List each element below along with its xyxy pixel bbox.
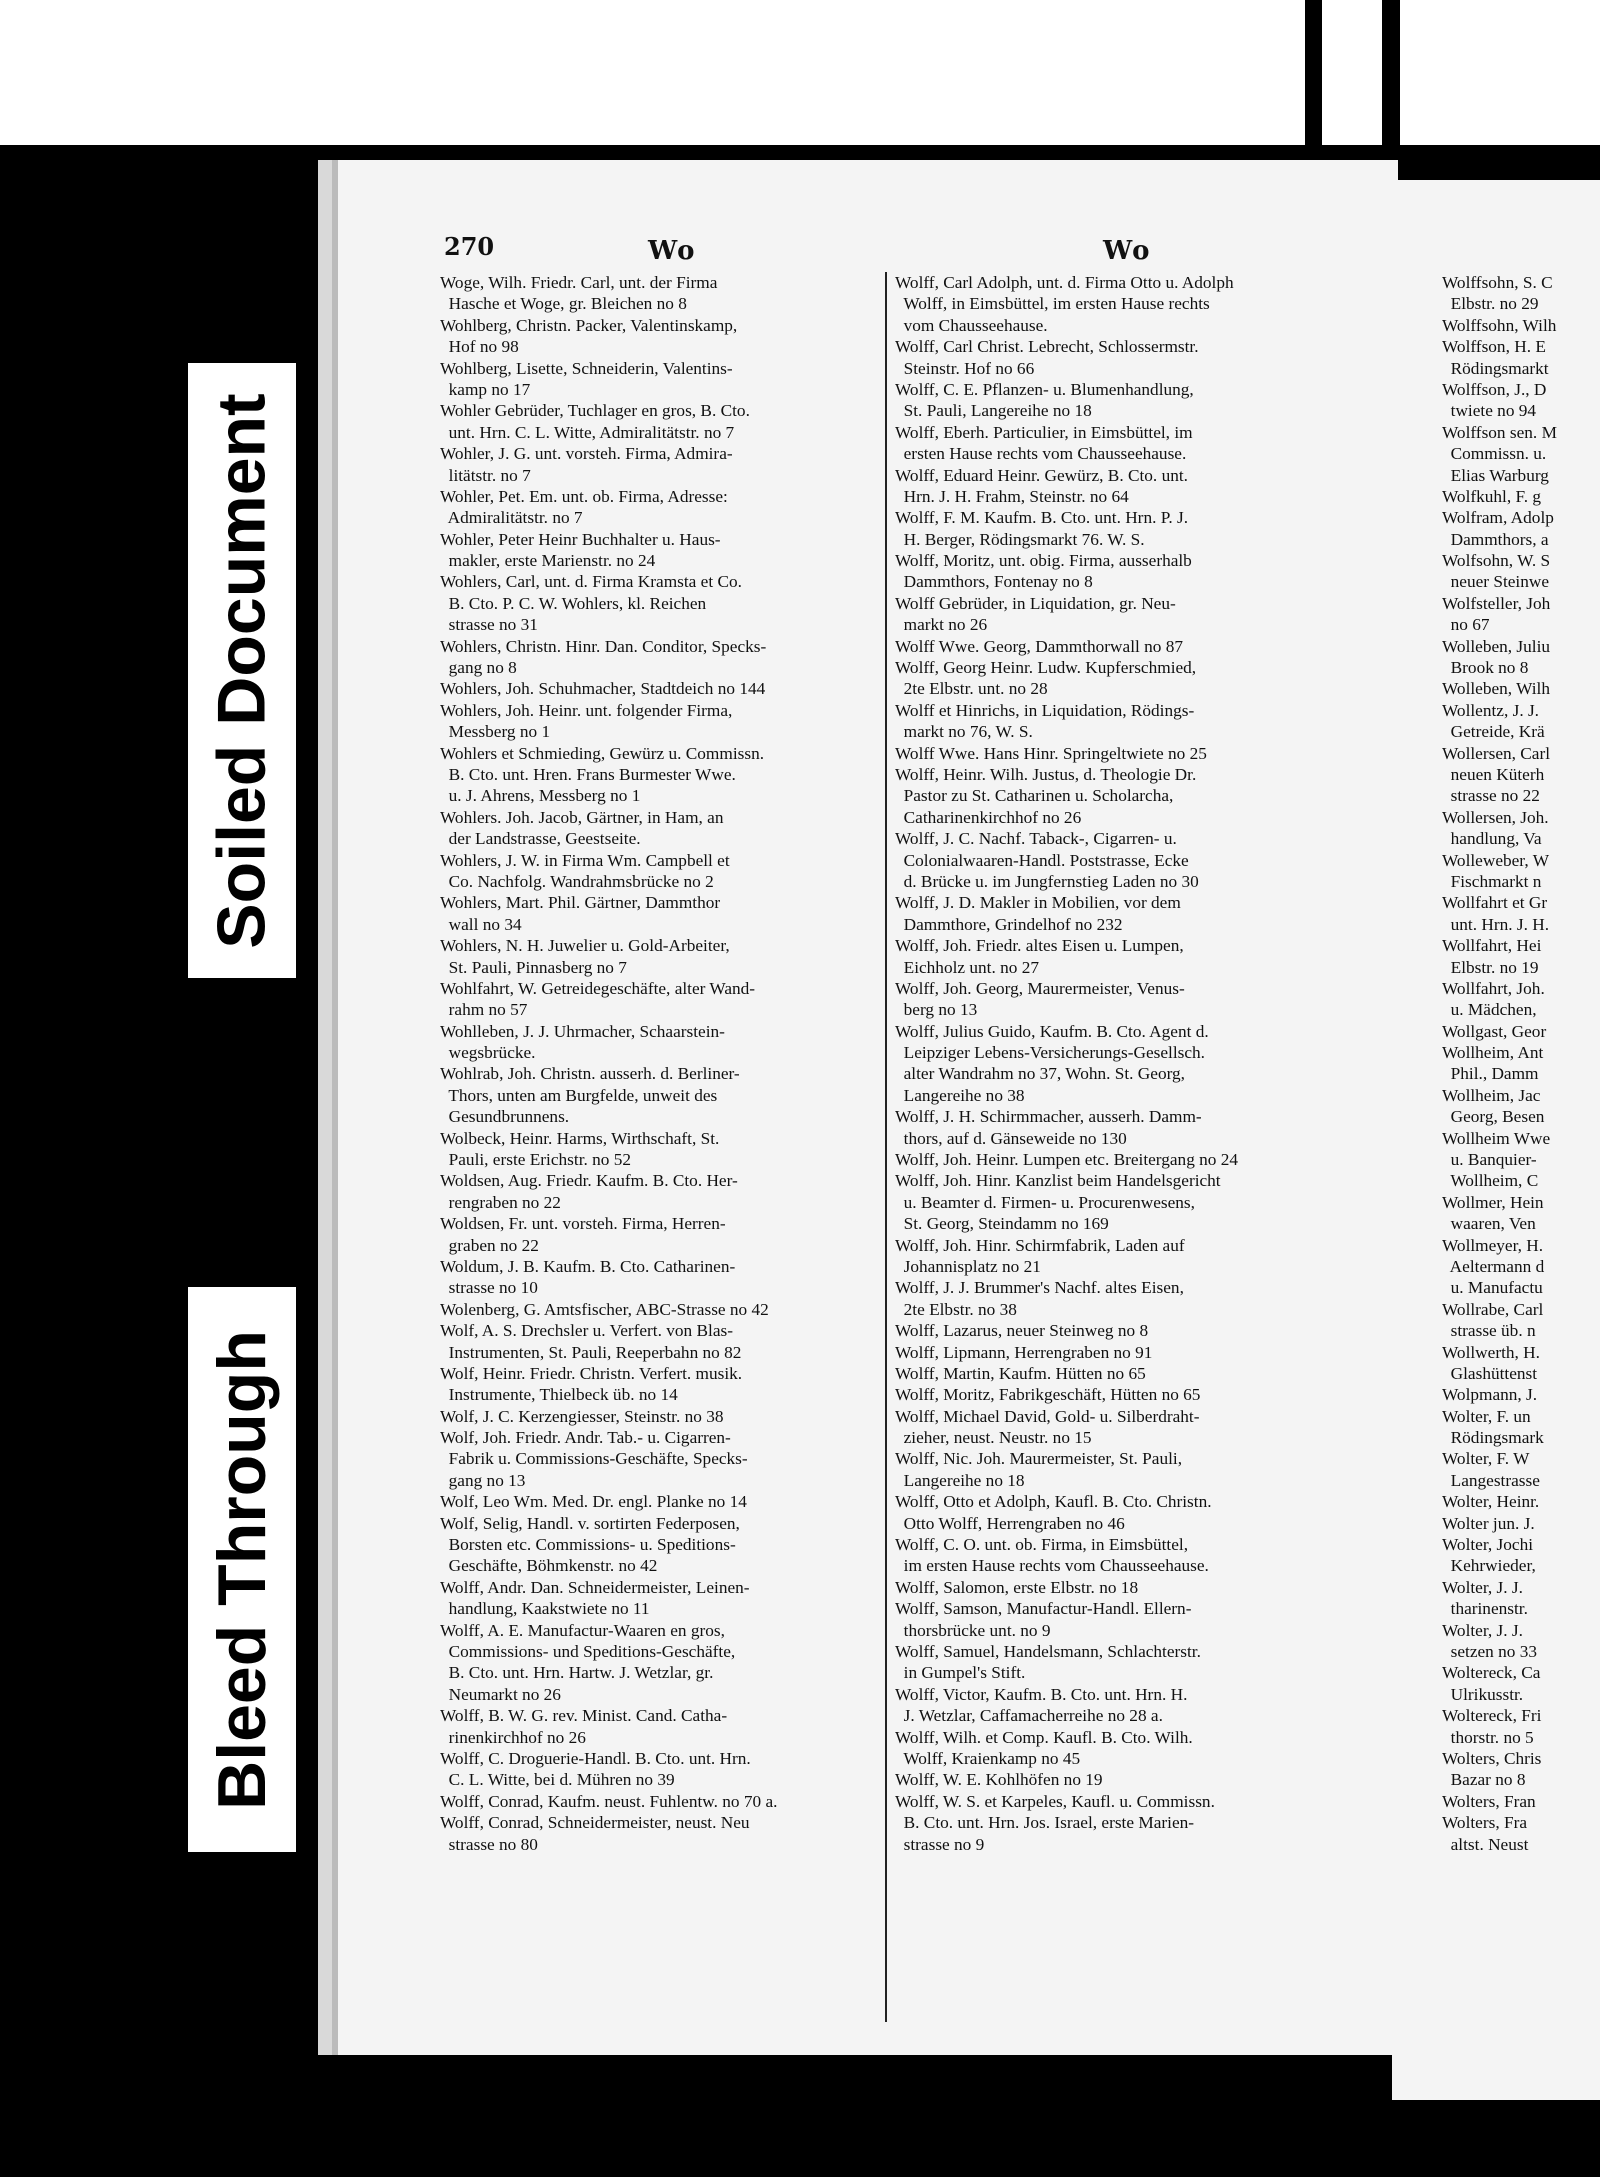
directory-entry-line: thors, auf d. Gänseweide no 130	[895, 1128, 1127, 1148]
directory-entry-line: Wollfahrt et Gr	[1442, 893, 1548, 913]
directory-entry-line: Wolff, Nic. Joh. Maurermeister, St. Pauli,	[895, 1449, 1183, 1469]
directory-entry-line: Ulrikusstr.	[1442, 1684, 1524, 1704]
directory-entry-line: Georg, Besen	[1442, 1107, 1545, 1127]
directory-entry-line: im ersten Hause rechts vom Chausseehause.	[895, 1556, 1209, 1576]
directory-entry-line: Wohlers, N. H. Juwelier u. Gold-Arbeiter,	[440, 936, 730, 956]
directory-entry-line: Wohlers, Joh. Heinr. unt. folgender Firma,	[440, 700, 733, 720]
directory-entry-line: B. Cto. unt. Hrn. Hartw. J. Wetzlar, gr.	[440, 1663, 714, 1683]
directory-entry-line: Wolter jun. J.	[1442, 1513, 1535, 1533]
directory-entry-line: Wolff, Samson, Manufactur-Handl. Ellern-	[895, 1599, 1192, 1619]
directory-entry-line: strasse üb. n	[1442, 1321, 1536, 1341]
directory-entry-line: strasse no 9	[895, 1834, 985, 1854]
directory-entry-line: Wolff, Eduard Heinr. Gewürz, B. Cto. unt.	[895, 465, 1188, 485]
directory-entry-line: Wolff, Joh. Hinr. Schirmfabrik, Laden auf	[895, 1235, 1185, 1255]
page-number: 270	[444, 232, 495, 261]
directory-entry-line: Wollfahrt, Joh.	[1442, 978, 1545, 998]
directory-entry-line: Borsten etc. Commissions- u. Speditions-	[440, 1535, 736, 1555]
directory-entry-line: Johannisplatz no 21	[895, 1256, 1041, 1276]
directory-entry-line: Wolff, Eberh. Particulier, in Eimsbüttel, im	[895, 422, 1193, 442]
directory-entry-line: Wollheim, Ant	[1442, 1043, 1544, 1063]
directory-entry-line: Wolff, Wilh. et Comp. Kaufl. B. Cto. Wilh.	[895, 1727, 1193, 1747]
directory-entry-line: Hrn. J. H. Frahm, Steinstr. no 64	[895, 486, 1129, 506]
directory-entry-line: Wohler, Pet. Em. unt. ob. Firma, Adresse:	[440, 486, 728, 506]
directory-entry-line: Wolff, C. E. Pflanzen- u. Blumenhandlung,	[895, 379, 1194, 399]
directory-entry-line: Wolff, Julius Guido, Kaufm. B. Cto. Agent d.	[895, 1021, 1209, 1041]
directory-entry-line: Wolpmann, J.	[1442, 1385, 1538, 1405]
directory-entry-line: Wolters, Chris	[1442, 1748, 1542, 1768]
directory-entry-line: Wolff, W. S. et Karpeles, Kaufl. u. Commissn.	[895, 1791, 1215, 1811]
directory-entry-line: Hasche et Woge, gr. Bleichen no 8	[440, 294, 687, 314]
directory-entry-line: unt. Hrn. C. L. Witte, Admiralitätstr. no 7	[440, 422, 735, 442]
directory-entry-line: Wollersen, Joh.	[1442, 807, 1549, 827]
directory-entry-line: strasse no 31	[440, 615, 538, 635]
directory-entry-line: waaren, Ven	[1442, 1214, 1536, 1234]
directory-entry-line: Wolffsohn, S. C	[1442, 273, 1553, 292]
directory-entry-line: Geschäfte, Böhmkenstr. no 42	[440, 1556, 658, 1576]
directory-entry-line: Messberg no 1	[440, 722, 551, 742]
directory-entry-line: Gesundbrunnens.	[440, 1107, 570, 1127]
directory-entry-line: in Gumpel's Stift.	[895, 1663, 1026, 1683]
directory-entry-line: Wolf, Joh. Friedr. Andr. Tab.- u. Cigarren-	[440, 1428, 731, 1448]
directory-entry-line: thorsbrücke unt. no 9	[895, 1620, 1051, 1640]
directory-entry-line: Pauli, erste Erichstr. no 52	[440, 1150, 632, 1170]
directory-entry-line: Wollheim, Jac	[1442, 1085, 1541, 1105]
directory-entry-line: Catharinenkirchhof no 26	[895, 807, 1082, 827]
directory-entry-line: Wolff, Samuel, Handelsmann, Schlachterstr.	[895, 1642, 1201, 1661]
directory-entry-line: Fischmarkt n	[1442, 871, 1542, 891]
directory-entry-line: Wolff, Victor, Kaufm. B. Cto. unt. Hrn. H.	[895, 1684, 1188, 1704]
directory-entry-line: Wolf, A. S. Drechsler u. Verfert. von Blas-	[440, 1321, 733, 1341]
directory-entry-line: Wolter, Jochi	[1442, 1535, 1534, 1555]
directory-entry-line: Wolffsohn, Wilh	[1442, 315, 1557, 335]
directory-entry-line: Wohlers, Joh. Schuhmacher, Stadtdeich no 144	[440, 679, 766, 699]
directory-entry-line: Wolff, Moritz, Fabrikgeschäft, Hütten no 65	[895, 1385, 1201, 1405]
directory-entry-line: Langereihe no 18	[895, 1470, 1025, 1490]
directory-entry-line: Wolffson, H. E	[1442, 337, 1546, 357]
directory-entry-line: Wolff, Lipmann, Herrengraben no 91	[895, 1342, 1153, 1362]
directory-entry-line: rengraben no 22	[440, 1192, 561, 1212]
directory-entry-line: H. Berger, Rödingsmarkt 76. W. S.	[895, 529, 1145, 549]
directory-entry-line: Wohler, J. G. unt. vorsteh. Firma, Admira-	[440, 444, 733, 464]
directory-entry-line: Eichholz unt. no 27	[895, 957, 1039, 977]
directory-entry-line: B. Cto. P. C. W. Wohlers, kl. Reichen	[440, 593, 707, 613]
directory-entry-line: zieher, neust. Neustr. no 15	[895, 1428, 1092, 1448]
directory-entry-line: Wolters, Fran	[1442, 1791, 1536, 1811]
directory-entry-line: no 67	[1442, 615, 1490, 635]
directory-entry-line: J. Wetzlar, Caffamacherreihe no 28 a.	[895, 1706, 1163, 1726]
directory-entry-line: St. Pauli, Langereihe no 18	[895, 401, 1092, 421]
directory-entry-line: Langestrasse	[1442, 1470, 1540, 1490]
directory-entry-line: Wolff, Joh. Heinr. Lumpen etc. Breitergang no 24	[895, 1150, 1239, 1170]
directory-entry-line: markt no 76, W. S.	[895, 722, 1033, 742]
directory-entry-line: Hof no 98	[440, 337, 519, 357]
directory-entry-line: B. Cto. unt. Hren. Frans Burmester Wwe.	[440, 764, 736, 784]
directory-entry-line: Wolff, Joh. Friedr. altes Eisen u. Lumpen,	[895, 936, 1184, 956]
directory-entry-line: strasse no 10	[440, 1278, 538, 1298]
directory-entry-line: Wolfsteller, Joh	[1442, 593, 1551, 613]
directory-entry-line: Woldsen, Fr. unt. vorsteh. Firma, Herren-	[440, 1214, 726, 1234]
directory-entry-line: Wohlberg, Lisette, Schneiderin, Valentins-	[440, 358, 733, 378]
directory-entry-line: Admiralitätstr. no 7	[440, 508, 583, 528]
directory-entry-line: Kehrwieder,	[1442, 1556, 1536, 1576]
directory-entry-line: Commissn. u.	[1442, 444, 1547, 464]
directory-entry-line: Wolff, J. C. Nachf. Taback-, Cigarren- u.	[895, 829, 1177, 849]
directory-entry-line: C. L. Witte, bei d. Mühren no 39	[440, 1770, 675, 1790]
directory-entry-line: St. Georg, Steindamm no 169	[895, 1214, 1109, 1234]
directory-entry-line: Wolff, C. O. unt. ob. Firma, in Eimsbüttel,	[895, 1535, 1189, 1555]
directory-entry-line: handlung, Kaakstwiete no 11	[440, 1599, 650, 1619]
directory-entry-line: tharinenstr.	[1442, 1599, 1528, 1619]
directory-entry-line: handlung, Va	[1442, 829, 1542, 849]
directory-entry-line: Wolf, Selig, Handl. v. sortirten Federposen,	[440, 1513, 740, 1533]
directory-entry-line: altst. Neust	[1442, 1834, 1529, 1854]
directory-entry-line: Wolff, Kraienkamp no 45	[895, 1748, 1081, 1768]
directory-entry-line: Elias Warburg	[1442, 465, 1549, 485]
bleed-through-label: Bleed Through	[188, 1287, 296, 1852]
directory-entry-line: Wolter, F. un	[1442, 1406, 1531, 1426]
directory-entry-line: B. Cto. unt. Hrn. Jos. Israel, erste Marien-	[895, 1813, 1195, 1833]
directory-entry-line: litätstr. no 7	[440, 465, 531, 485]
directory-entry-line: ersten Hause rechts vom Chausseehause.	[895, 444, 1187, 464]
directory-entry-line: Wolff, Conrad, Kaufm. neust. Fuhlentw. no 70 a.	[440, 1791, 778, 1811]
directory-entry-line: Wolff, Moritz, unt. obig. Firma, ausserhalb	[895, 551, 1192, 571]
directory-entry-line: Wolff, Michael David, Gold- u. Silberdraht-	[895, 1406, 1200, 1426]
directory-entry-line: Wolf, Heinr. Friedr. Christn. Verfert. musik.	[440, 1363, 743, 1383]
directory-entry-line: Wohlrab, Joh. Christn. ausserh. d. Berliner-	[440, 1064, 740, 1084]
directory-entry-line: Wohler Gebrüder, Tuchlager en gros, B. Cto.	[440, 401, 750, 421]
directory-entry-line: Wolf, Leo Wm. Med. Dr. engl. Planke no 14	[440, 1492, 747, 1512]
directory-entry-line: alter Wandrahm no 37, Wohn. St. Georg,	[895, 1064, 1185, 1084]
directory-entry-line: der Landstrasse, Geestseite.	[440, 829, 641, 849]
directory-entry-line: Wolff, Joh. Georg, Maurermeister, Venus-	[895, 978, 1185, 998]
directory-entry-line: Woltereck, Fri	[1442, 1706, 1542, 1726]
directory-entry-line: Wollmeyer, H.	[1442, 1235, 1544, 1255]
directory-entry-line: u. Banquier-	[1442, 1150, 1537, 1170]
top-margin-left	[0, 0, 1305, 145]
directory-entry-line: unt. Hrn. J. H.	[1442, 914, 1550, 934]
directory-entry-line: Pastor zu St. Catharinen u. Scholarcha,	[895, 786, 1174, 806]
directory-entry-line: Wolff, Carl Adolph, unt. d. Firma Otto u. Adolph	[895, 273, 1234, 292]
directory-entry-line: 2te Elbstr. no 38	[895, 1299, 1017, 1319]
directory-entry-line: u. Mädchen,	[1442, 1000, 1537, 1020]
directory-entry-line: Wolter, Heinr.	[1442, 1492, 1540, 1512]
directory-entry-line: strasse no 22	[1442, 786, 1540, 806]
directory-column-1	[440, 272, 885, 1855]
directory-entry-line: Wolff, W. E. Kohlhöfen no 19	[895, 1770, 1103, 1790]
directory-entry-line: Wolff, Georg Heinr. Ludw. Kupferschmied,	[895, 658, 1197, 678]
directory-entry-line: Elbstr. no 19	[1442, 957, 1539, 977]
directory-entry-line: Dammthors, a	[1442, 529, 1549, 549]
directory-entry-line: Elbstr. no 29	[1442, 294, 1539, 314]
directory-entry-line: Getreide, Krä	[1442, 722, 1545, 742]
directory-entry-line: Wohlers, J. W. in Firma Wm. Campbell et	[440, 850, 730, 870]
directory-entry-line: Wolleben, Juliu	[1442, 636, 1551, 656]
directory-entry-line: Langereihe no 38	[895, 1085, 1025, 1105]
directory-entry-line: Bazar no 8	[1442, 1770, 1526, 1790]
directory-entry-line: graben no 22	[440, 1235, 539, 1255]
directory-entry-line: Wohlers, Carl, unt. d. Firma Kramsta et Co.	[440, 572, 742, 592]
directory-entry-line: vom Chausseehause.	[895, 315, 1048, 335]
directory-entry-line: Wolffson, J., D	[1442, 379, 1547, 399]
directory-entry-line: Wolleweber, W	[1442, 850, 1550, 870]
directory-entry-line: Wolff, Martin, Kaufm. Hütten no 65	[895, 1363, 1146, 1383]
directory-entry-line: Glashüttenst	[1442, 1363, 1538, 1383]
directory-entry-line: gang no 13	[440, 1470, 526, 1490]
directory-entry-line: Neumarkt no 26	[440, 1684, 561, 1704]
directory-entry-line: u. J. Ahrens, Messberg no 1	[440, 786, 641, 806]
directory-entry-line: Woldsen, Aug. Friedr. Kaufm. B. Cto. Her-	[440, 1171, 738, 1191]
directory-entry-line: Phil., Damm	[1442, 1064, 1539, 1084]
right-column-header: Wo	[1103, 236, 1152, 266]
directory-entry-line: Wolff, Carl Christ. Lebrecht, Schlossermstr.	[895, 337, 1199, 357]
directory-entry-line: Wolff Wwe. Georg, Dammthorwall no 87	[895, 636, 1184, 656]
directory-entry-line: u. Beamter d. Firmen- u. Procurenwesens,	[895, 1192, 1195, 1212]
directory-entry-line: Colonialwaaren-Handl. Poststrasse, Ecke	[895, 850, 1189, 870]
soiled-document-label: Soiled Document	[188, 363, 296, 978]
directory-entry-line: Wollentz, J. J.	[1442, 700, 1540, 720]
directory-entry-line: Instrumenten, St. Pauli, Reeperbahn no 82	[440, 1342, 742, 1362]
directory-column-2	[895, 272, 1335, 1855]
directory-entry-line: Leipziger Lebens-Versicherungs-Gesellsch.	[895, 1043, 1205, 1063]
directory-entry-line: Otto Wolff, Herrengraben no 46	[895, 1513, 1125, 1533]
directory-entry-line: thorstr. no 5	[1442, 1727, 1534, 1747]
directory-entry-line: Wolf, J. C. Kerzengiesser, Steinstr. no 38	[440, 1406, 724, 1426]
directory-entry-line: Woge, Wilh. Friedr. Carl, unt. der Firma	[440, 273, 718, 292]
directory-entry-line: Wolbeck, Heinr. Harms, Wirthschaft, St.	[440, 1128, 720, 1148]
directory-entry-line: Wolenberg, G. Amtsfischer, ABC-Strasse no 42	[440, 1299, 769, 1319]
directory-entry-line: wall no 34	[440, 914, 522, 934]
directory-entry-line: Wolff, Salomon, erste Elbstr. no 18	[895, 1577, 1139, 1597]
directory-entry-line: makler, erste Marienstr. no 24	[440, 551, 656, 571]
directory-entry-line: Thors, unten am Burgfelde, unweit des	[440, 1085, 718, 1105]
top-margin-mid	[1322, 0, 1382, 145]
directory-entry-line: u. Manufactu	[1442, 1278, 1543, 1298]
directory-entry-line: Wollgast, Geor	[1442, 1021, 1547, 1041]
directory-entry-line: d. Brücke u. im Jungfernstieg Laden no 30	[895, 871, 1199, 891]
directory-entry-line: Wolffson sen. M	[1442, 422, 1557, 442]
directory-entry-line: Wollrabe, Carl	[1442, 1299, 1544, 1319]
directory-entry-line: rinenkirchhof no 26	[440, 1727, 586, 1747]
directory-entry-line: Wollfahrt, Hei	[1442, 936, 1542, 956]
directory-entry-line: Wolleben, Wilh	[1442, 679, 1550, 699]
directory-entry-line: berg no 13	[895, 1000, 978, 1020]
directory-entry-line: setzen no 33	[1442, 1642, 1538, 1661]
directory-entry-line: Wolff, C. Droguerie-Handl. B. Cto. unt. Hrn.	[440, 1748, 751, 1768]
directory-entry-line: twiete no 94	[1442, 401, 1537, 421]
directory-entry-line: kamp no 17	[440, 379, 531, 399]
directory-entry-line: Wolfkuhl, F. g	[1442, 486, 1541, 506]
directory-entry-line: strasse no 80	[440, 1834, 538, 1854]
directory-entry-line: Wolff et Hinrichs, in Liquidation, Rödings-	[895, 700, 1195, 720]
left-column-header: Wo	[648, 236, 697, 266]
directory-entry-line: Wohlers. Joh. Jacob, Gärtner, in Ham, an	[440, 807, 724, 827]
directory-entry-line: Wollheim, C	[1442, 1171, 1539, 1191]
directory-entry-line: Instrumente, Thielbeck üb. no 14	[440, 1385, 678, 1405]
directory-entry-line: Wohlfahrt, W. Getreidegeschäfte, alter Wand-	[440, 978, 756, 998]
directory-entry-line: Wolff, B. W. G. rev. Minist. Cand. Catha-	[440, 1706, 728, 1726]
directory-entry-line: Wolff, in Eimsbüttel, im ersten Hause rechts	[895, 294, 1210, 314]
directory-entry-line: Co. Nachfolg. Wandrahmsbrücke no 2	[440, 871, 714, 891]
directory-entry-line: Wolfsohn, W. S	[1442, 551, 1551, 571]
directory-entry-line: Rödingsmark	[1442, 1428, 1544, 1448]
directory-entry-line: Wolff, A. E. Manufactur-Waaren en gros,	[440, 1620, 725, 1640]
directory-entry-line: rahm no 57	[440, 1000, 528, 1020]
directory-entry-line: Wollwerth, H.	[1442, 1342, 1540, 1362]
directory-entry-line: Wolff, F. M. Kaufm. B. Cto. unt. Hrn. P. J.	[895, 508, 1189, 528]
directory-entry-line: Wolff, J. J. Brummer's Nachf. altes Eisen,	[895, 1278, 1184, 1298]
directory-entry-line: Wolter, J. J.	[1442, 1577, 1523, 1597]
directory-entry-line: wegsbrücke.	[440, 1043, 536, 1063]
directory-entry-line: Wohlers, Mart. Phil. Gärtner, Dammthor	[440, 893, 721, 913]
directory-entry-line: Wollersen, Carl	[1442, 743, 1551, 763]
directory-entry-line: Wohlers et Schmieding, Gewürz u. Commissn.	[440, 743, 765, 763]
directory-entry-line: Dammthors, Fontenay no 8	[895, 572, 1093, 592]
directory-entry-line: Wolff, Conrad, Schneidermeister, neust. Neu	[440, 1813, 750, 1833]
directory-entry-line: Wolff, J. H. Schirmmacher, ausserh. Damm-	[895, 1107, 1202, 1127]
directory-entry-line: Wolff Wwe. Hans Hinr. Springeltwiete no 25	[895, 743, 1207, 763]
directory-entry-line: Dammthore, Grindelhof no 232	[895, 914, 1123, 934]
directory-entry-line: neuen Küterh	[1442, 764, 1545, 784]
directory-entry-line: Wollmer, Hein	[1442, 1192, 1544, 1212]
directory-entry-line: Wolff, Andr. Dan. Schneidermeister, Leinen-	[440, 1577, 750, 1597]
directory-column-3	[1442, 272, 1600, 1855]
directory-entry-line: Aeltermann d	[1442, 1256, 1545, 1276]
directory-entry-line: Woldum, J. B. Kaufm. B. Cto. Catharinen-	[440, 1256, 736, 1276]
directory-entry-line: St. Pauli, Pinnasberg no 7	[440, 957, 627, 977]
directory-entry-line: Brook no 8	[1442, 658, 1529, 678]
directory-entry-line: Wolff Gebrüder, in Liquidation, gr. Neu-	[895, 593, 1176, 613]
directory-entry-line: Rödingsmarkt	[1442, 358, 1549, 378]
directory-entry-line: Wolfram, Adolp	[1442, 508, 1554, 528]
directory-entry-line: Commissions- und Speditions-Geschäfte,	[440, 1642, 736, 1661]
directory-entry-line: Wolter, J. J.	[1442, 1620, 1523, 1640]
directory-entry-line: Wolter, F. W	[1442, 1449, 1530, 1469]
directory-entry-line: gang no 8	[440, 658, 517, 678]
directory-entry-line: 2te Elbstr. unt. no 28	[895, 679, 1048, 699]
directory-entry-line: Wollheim Wwe	[1442, 1128, 1551, 1148]
directory-entry-line: Wohler, Peter Heinr Buchhalter u. Haus-	[440, 529, 721, 549]
directory-entry-line: Wohlleben, J. J. Uhrmacher, Schaarstein-	[440, 1021, 725, 1041]
directory-entry-line: Fabrik u. Commissions-Geschäfte, Specks-	[440, 1449, 748, 1469]
directory-entry-line: markt no 26	[895, 615, 988, 635]
top-margin-right	[1400, 0, 1600, 145]
directory-entry-line: neuer Steinwe	[1442, 572, 1550, 592]
directory-entry-line: Steinstr. Hof no 66	[895, 358, 1035, 378]
directory-entry-line: Wolff, Otto et Adolph, Kaufl. B. Cto. Christn.	[895, 1492, 1212, 1512]
directory-entry-line: Wolff, Joh. Hinr. Kanzlist beim Handelsgericht	[895, 1171, 1221, 1191]
directory-entry-line: Wolff, J. D. Makler in Mobilien, vor dem	[895, 893, 1181, 913]
directory-entry-line: Woltereck, Ca	[1442, 1663, 1541, 1683]
directory-entry-line: Wolters, Fra	[1442, 1813, 1527, 1833]
directory-entry-line: Wohlberg, Christn. Packer, Valentinskamp,	[440, 315, 738, 335]
column-divider	[885, 272, 887, 2022]
directory-entry-line: Wohlers, Christn. Hinr. Dan. Conditor, Specks-	[440, 636, 767, 656]
directory-entry-line: Wolff, Heinr. Wilh. Justus, d. Theologie Dr.	[895, 764, 1197, 784]
directory-entry-line: Wolff, Lazarus, neuer Steinweg no 8	[895, 1321, 1149, 1341]
